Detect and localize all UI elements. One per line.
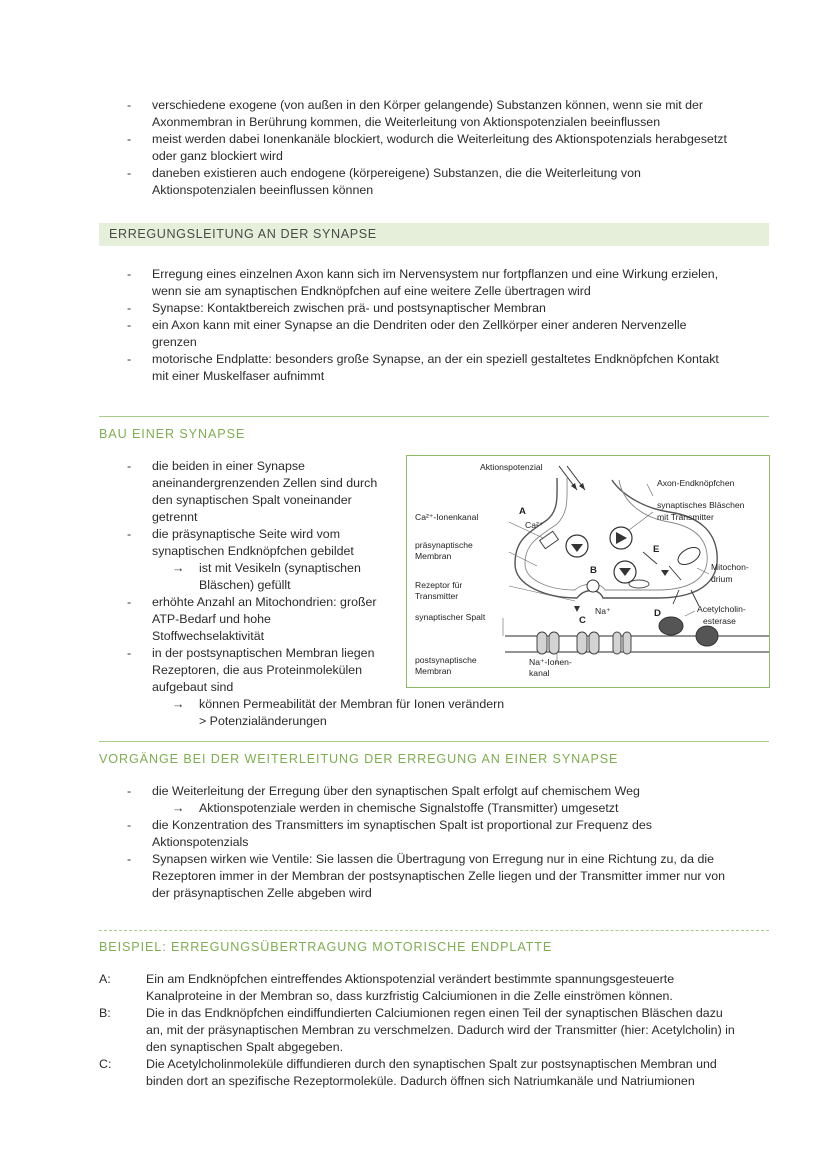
label-spalt: synaptischer Spalt [415,612,486,622]
leader-line [647,484,653,496]
definition-text: Die in das Endknöpfchen eindiffundierten Calciumionen regen einen Teil der synaptischen Bläschen dazu an, mit der präsynaptischen Membran zu verschmelzen. Dadurch wird der Transmitter (hier: Acetylcholin) in den synaptischen Spalt abgegeben. [146,1006,735,1054]
synapse-diagram-svg [407,456,769,687]
label-na: Na⁺ [595,606,611,616]
label-na-kanal-2: kanal [529,668,550,678]
label-aktionspotenzial: Aktionspotenzial [480,462,543,472]
section-divider [99,416,769,417]
arrow-icon: → [172,801,185,815]
list-item-text: daneben existieren auch endogene (körpereigene) Substanzen, die die Weiterleitung von Aktionspotenzialen beeinflussen können [152,166,641,197]
leader-line [629,512,653,530]
list-item-text: verschiedene exogene (von außen in den Körper gelangende) Substanzen können, wenn sie mit der Axonmembran in Berührung kommen, die Weiterleitung von Aktionspotenzialen beeinflussen [152,98,704,129]
label-letter-e: E [653,544,660,555]
label-postsyn-2: Membran [415,666,452,676]
receptor [623,632,631,654]
label-ca: Ca²⁺ [525,520,544,530]
arrow-icon: → [172,561,185,575]
sub-item [172,800,732,817]
list-item [127,317,727,351]
leader-line [509,586,575,601]
bullet-dash: - [127,459,132,473]
definition-text: Die Acetylcholinmoleküle diffundieren durch den synaptischen Spalt zur postsynaptischen Membran und binden dort an spezifische Rezeptormoleküle. Dadurch öffnen sich Natriumkanäle und Natriumionen [146,1057,717,1088]
label-rez-1: Rezeptor für [415,580,463,590]
sub-item-text: können Permeabilität der Membran für Ionen verändern > Potenzialänderungen [199,697,505,728]
label-rez-2: Transmitter [415,591,459,601]
section-title-beispiel: BEISPIEL: ERREGUNGSÜBERTRAGUNG MOTORISCHE ENDPLATTE [99,940,553,954]
bullet-dash: - [127,527,132,541]
bullet-dash: - [127,132,132,146]
list-item-text: motorische Endplatte: besonders große Synapse, an der ein speziell gestaltetes Endknöpfchen Kontakt mit einer Muskelfaser aufnimmt [152,352,719,383]
bullet-dash: - [127,646,132,660]
bullet-dash: - [127,267,132,281]
bullet-dash: - [127,166,132,180]
list-item-text: meist werden dabei Ionenkanäle blockiert, wodurch die Weiterleitung des Aktionspotenzials herabgesetzt oder ganz blockiert wird [152,132,727,163]
label-letter-a: A [519,506,526,517]
sub-item [172,560,382,594]
definition-text: Ein am Endknöpfchen eintreffendes Aktionspotenzial verändert bestimmte spannungsgesteuerte Kanalproteine in der Membran so, dass kurzfristig Calciumionen in die Zelle einströmen können. [146,972,675,1003]
label-mito-1: Mitochon- [711,562,749,572]
list-item [127,351,727,385]
label-postsyn-1: postsynaptische [415,655,477,665]
fusing-vesicle [587,580,599,592]
sub-item-text: ist mit Vesikeln (synaptischen Bläschen) gefüllt [199,561,361,592]
label-letter-d: D [654,608,661,619]
list-item [127,131,727,165]
list-item-text: die Konzentration des Transmitters im synaptischen Spalt ist proportional zur Frequenz des Aktionspotenzials [152,818,653,849]
section-title-bau: BAU EINER SYNAPSE [99,427,246,441]
label-ache-2: esterase [703,616,736,626]
list-item-text: Synapsen wirken wie Ventile: Sie lassen die Übertragung von Erregung nur in eine Richtung zu, da die Rezeptoren immer in der Membran der postsynaptischen Zelle liegen und der Transmitter immer nur von der präsynaptischen Zelle abgeben wird [152,852,725,900]
receptor [589,632,599,654]
receptor [613,632,621,654]
list-item [127,97,727,131]
list-item [127,526,382,560]
list-item [127,594,382,645]
section-banner [99,223,769,246]
bullet-dash: - [127,818,132,832]
list-item-text: in der postsynaptischen Membran liegen Rezeptoren, die aus Proteinmolekülen aufgebaut sind [152,646,375,694]
bullet-dash: - [127,852,132,866]
bullet-dash: - [127,98,132,112]
intro-list [127,97,727,199]
bullet-dash: - [127,352,132,366]
section-divider-dashed [99,930,769,931]
sub-item [172,696,507,730]
list-item [127,851,732,902]
sub-item-text: Aktionspotenziale werden in chemische Signalstoffe (Transmitter) umgesetzt [199,801,619,815]
acetylcholinesterase [696,626,718,646]
mitochondrion [629,580,649,588]
list-item-text: erhöhte Anzahl an Mitochondrien: großer ATP-Bedarf und hohe Stoffwechselaktivität [152,595,377,643]
label-praesyn-1: präsynaptische [415,540,473,550]
list-item [127,817,732,851]
label-praesyn-2: Membran [415,551,452,561]
transmitter [661,570,669,576]
receptor [537,632,547,654]
leader-line [509,552,537,566]
receptor [577,632,587,654]
bullet-dash: - [127,301,132,315]
list-item [127,165,727,199]
list-item-text: Synapse: Kontaktbereich zwischen prä- und postsynaptischer Membran [152,301,546,315]
list-item [127,266,727,300]
list-item-text: die beiden in einer Synapse aneinandergrenzenden Zellen sind durch den synaptischen Spalt voneinander getrennt [152,459,378,524]
synapse-diagram [406,455,770,688]
released-transmitter [574,606,580,612]
bullet-dash: - [127,318,132,332]
section-title-erregungsleitung: ERREGUNGSLEITUNG AN DER SYNAPSE [109,227,377,241]
diffusion-arrow [669,566,681,580]
list-item [127,783,732,800]
label-letter-c: C [579,615,586,626]
section-title-vorgaenge: VORGÄNGE BEI DER WEITERLEITUNG DER ERREGUNG AN EINER SYNAPSE [99,752,619,766]
synapse-list [127,266,727,385]
vorgaenge-list [127,783,732,902]
label-axon-endknoepfchen: Axon-Endknöpfchen [657,478,735,488]
list-item [127,458,382,526]
definition-key: A: [99,972,111,986]
label-blaeschen-2: mit Transmitter [657,512,714,522]
label-letter-b: B [590,565,597,576]
definition-key: C: [99,1057,112,1071]
list-item [127,300,727,317]
section-divider [99,741,769,742]
list-item-text: die präsynaptische Seite wird vom synaptischen Endknöpfchen gebildet [152,527,354,558]
mitochondrion [675,544,703,568]
label-na-kanal-1: Na⁺-Ionen- [529,657,572,667]
label-blaeschen-1: synaptisches Bläschen [657,500,745,510]
list-item-text: die Weiterleitung der Erregung über den synaptischen Spalt erfolgt auf chemischem Weg [152,784,640,798]
list-item-text: Erregung eines einzelnen Axon kann sich im Nervensystem nur fortpflanzen und eine Wirkung erzielen, wenn sie am synaptischen Endknöpfchen auf eine weitere Zelle übertragen wird [152,267,719,298]
bullet-dash: - [127,595,132,609]
label-mito-2: drium [711,574,733,584]
arrow-icon: → [172,697,185,711]
bullet-dash: - [127,784,132,798]
list-item [127,645,382,696]
label-ca-kanal: Ca²⁺-Ionenkanal [415,512,479,522]
definition-key: B: [99,1006,111,1020]
list-item-text: ein Axon kann mit einer Synapse an die Dendriten oder den Zellkörper einer anderen Nervenzelle grenzen [152,318,687,349]
acetylcholinesterase [659,617,683,635]
ap-arrow-head-2 [579,483,585,490]
receptor [549,632,559,654]
leader-line [685,611,695,616]
ap-arrow-head-1 [571,483,577,490]
label-ache-1: Acetylcholin- [697,604,746,614]
